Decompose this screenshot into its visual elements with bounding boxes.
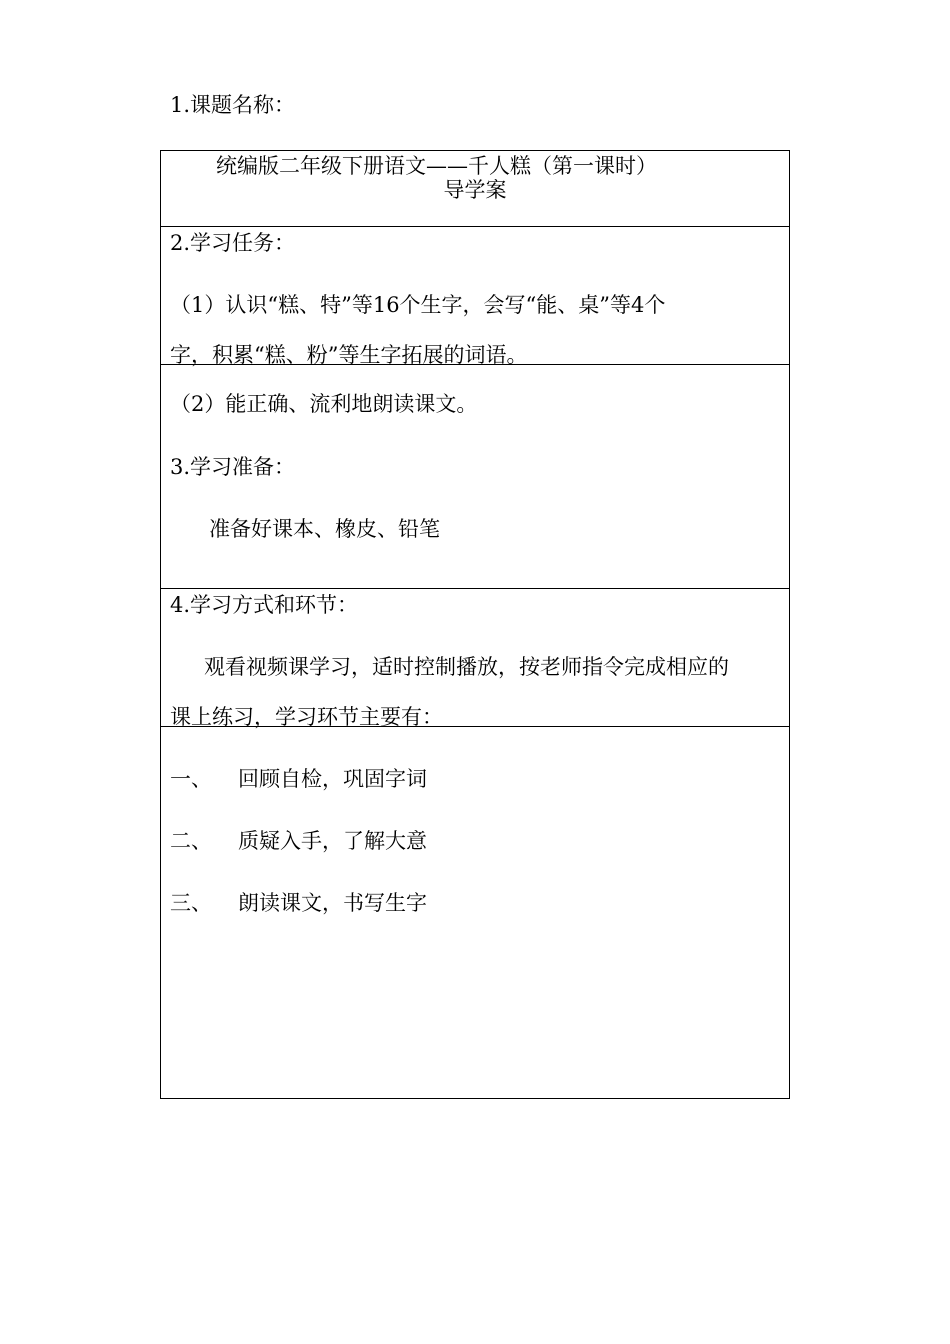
method-intro-line1: 观看视频课学习，适时控制播放，按老师指令完成相应的	[204, 655, 729, 679]
step-number: 一、	[170, 767, 212, 791]
guide-table	[160, 93, 790, 1099]
step-item	[170, 831, 427, 852]
step-text: 质疑入手，了解大意	[238, 829, 427, 853]
section-topic-content: 统编版二年级下册语文——千人糕（第一课时）	[216, 154, 657, 178]
method-intro-line2: 课上练习，学习环节主要有：	[170, 705, 443, 729]
task1-line2: 字，积累“糕、粉”等生字拓展的词语。	[170, 343, 528, 367]
step-number: 二、	[170, 829, 212, 853]
section-method-heading: 4.学习方式和环节：	[170, 593, 359, 617]
step-item	[170, 769, 427, 790]
section-preparation-content: 准备好课本、橡皮、铅笔	[209, 517, 440, 541]
task2: （2）能正确、流利地朗读课文。	[170, 392, 478, 416]
step-item	[170, 893, 427, 914]
section-tasks-heading: 2.学习任务：	[170, 231, 296, 255]
step-number: 三、	[170, 891, 212, 915]
section-topic-heading: 1.课题名称：	[170, 93, 296, 117]
step-text: 朗读课文，书写生字	[238, 891, 427, 915]
task1-line1: （1）认识“糕、特”等16个生字，会写“能、桌”等4个	[170, 293, 666, 317]
section-preparation-heading: 3.学习准备：	[170, 455, 296, 479]
step-text: 回顾自检，巩固字词	[238, 767, 427, 791]
section-method	[161, 593, 789, 1098]
page-title: 导学案	[443, 177, 507, 202]
